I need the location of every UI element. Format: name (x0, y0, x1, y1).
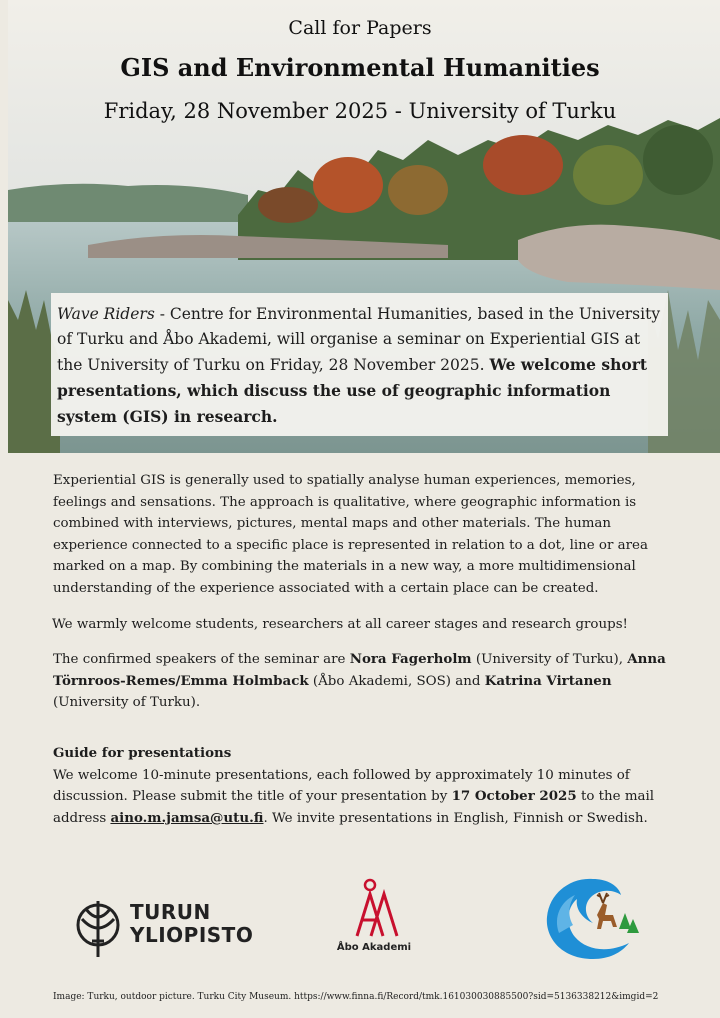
speakers-mid-2: (Åbo Akademi, SOS) and (308, 673, 485, 689)
paragraph-speakers (53, 649, 678, 714)
abo-akademi-logo (333, 878, 415, 962)
guide-text-pre: We welcome 10-minute presentations, each followed by approximately 10 minutes of discussion. Please submit the title of your presentation by (53, 767, 630, 805)
wave-deer-icon (543, 873, 643, 963)
guide-heading: Guide for presentations (53, 745, 232, 761)
submission-deadline: 17 October 2025 (451, 788, 577, 805)
wave-riders-logo (543, 873, 643, 963)
page-title: GIS and Environmental Humanities (120, 53, 600, 82)
guide-text-mid: to the mail address (53, 789, 655, 826)
abo-a-icon (333, 878, 415, 940)
intro-org-name: Wave Riders (57, 305, 155, 323)
image-caption: Image: Turku, outdoor picture. Turku City Museum. https://www.finna.fi/Record/tmk.161030030885500?sid=5136338212&imgid=2 (53, 992, 659, 1002)
speaker-1: Nora Fagerholm (349, 651, 472, 667)
call-for-papers-kicker: Call for Papers (288, 17, 432, 39)
paragraph-welcome: We warmly welcome students, researchers at all career stages and research groups! (52, 617, 628, 632)
turku-wordmark (130, 901, 253, 947)
speakers-end: (University of Turku). (53, 695, 201, 711)
turun-yliopisto-logo (72, 895, 252, 959)
turku-line-1: TURUN (130, 900, 211, 924)
event-date-line: Friday, 28 November 2025 - University of Turku (103, 99, 617, 123)
intro-bold-text: We welcome short presentations, which discuss the use of geographic information system (GIS) in research. (57, 355, 648, 426)
abo-akademi-name: Åbo Akademi (336, 942, 412, 953)
speaker-3: Katrina Virtanen (484, 672, 612, 689)
guide-text-end: . We invite presentations in English, Finnish or Swedish. (263, 810, 648, 826)
guide-section (53, 743, 678, 829)
intro-box (51, 293, 668, 436)
speaker-2: Anna Törnroos-Remes/Emma Holmback (53, 651, 666, 689)
paragraph-experiential-gis: Experiential GIS is generally used to spatially analyse human experiences, memories, feelings and sensations. The approach is qualitative, where geographic information is combined with interviews, pictures, mental maps and other materials. The human experience connected to a specific place is represented in relation to a dot, line or area marked on a map. By combining the materials in a new way, a more multidimensional understanding of the experience associated with a certain place can be created. (53, 473, 648, 596)
speakers-pre: The confirmed speakers of the seminar are (53, 652, 350, 667)
turku-line-2: YLIOPISTO (130, 923, 254, 947)
contact-email-link[interactable]: aino.m.jamsa@utu.fi (110, 809, 264, 826)
intro-text: - Centre for Environmental Humanities, based in the University of Turku and Åbo Akademi, will organise a seminar on Experiential GIS at the University of Turku on Friday, 28 November 2025. (57, 305, 661, 374)
torch-icon (72, 895, 124, 959)
speakers-mid-1: (University of Turku), (471, 652, 628, 667)
